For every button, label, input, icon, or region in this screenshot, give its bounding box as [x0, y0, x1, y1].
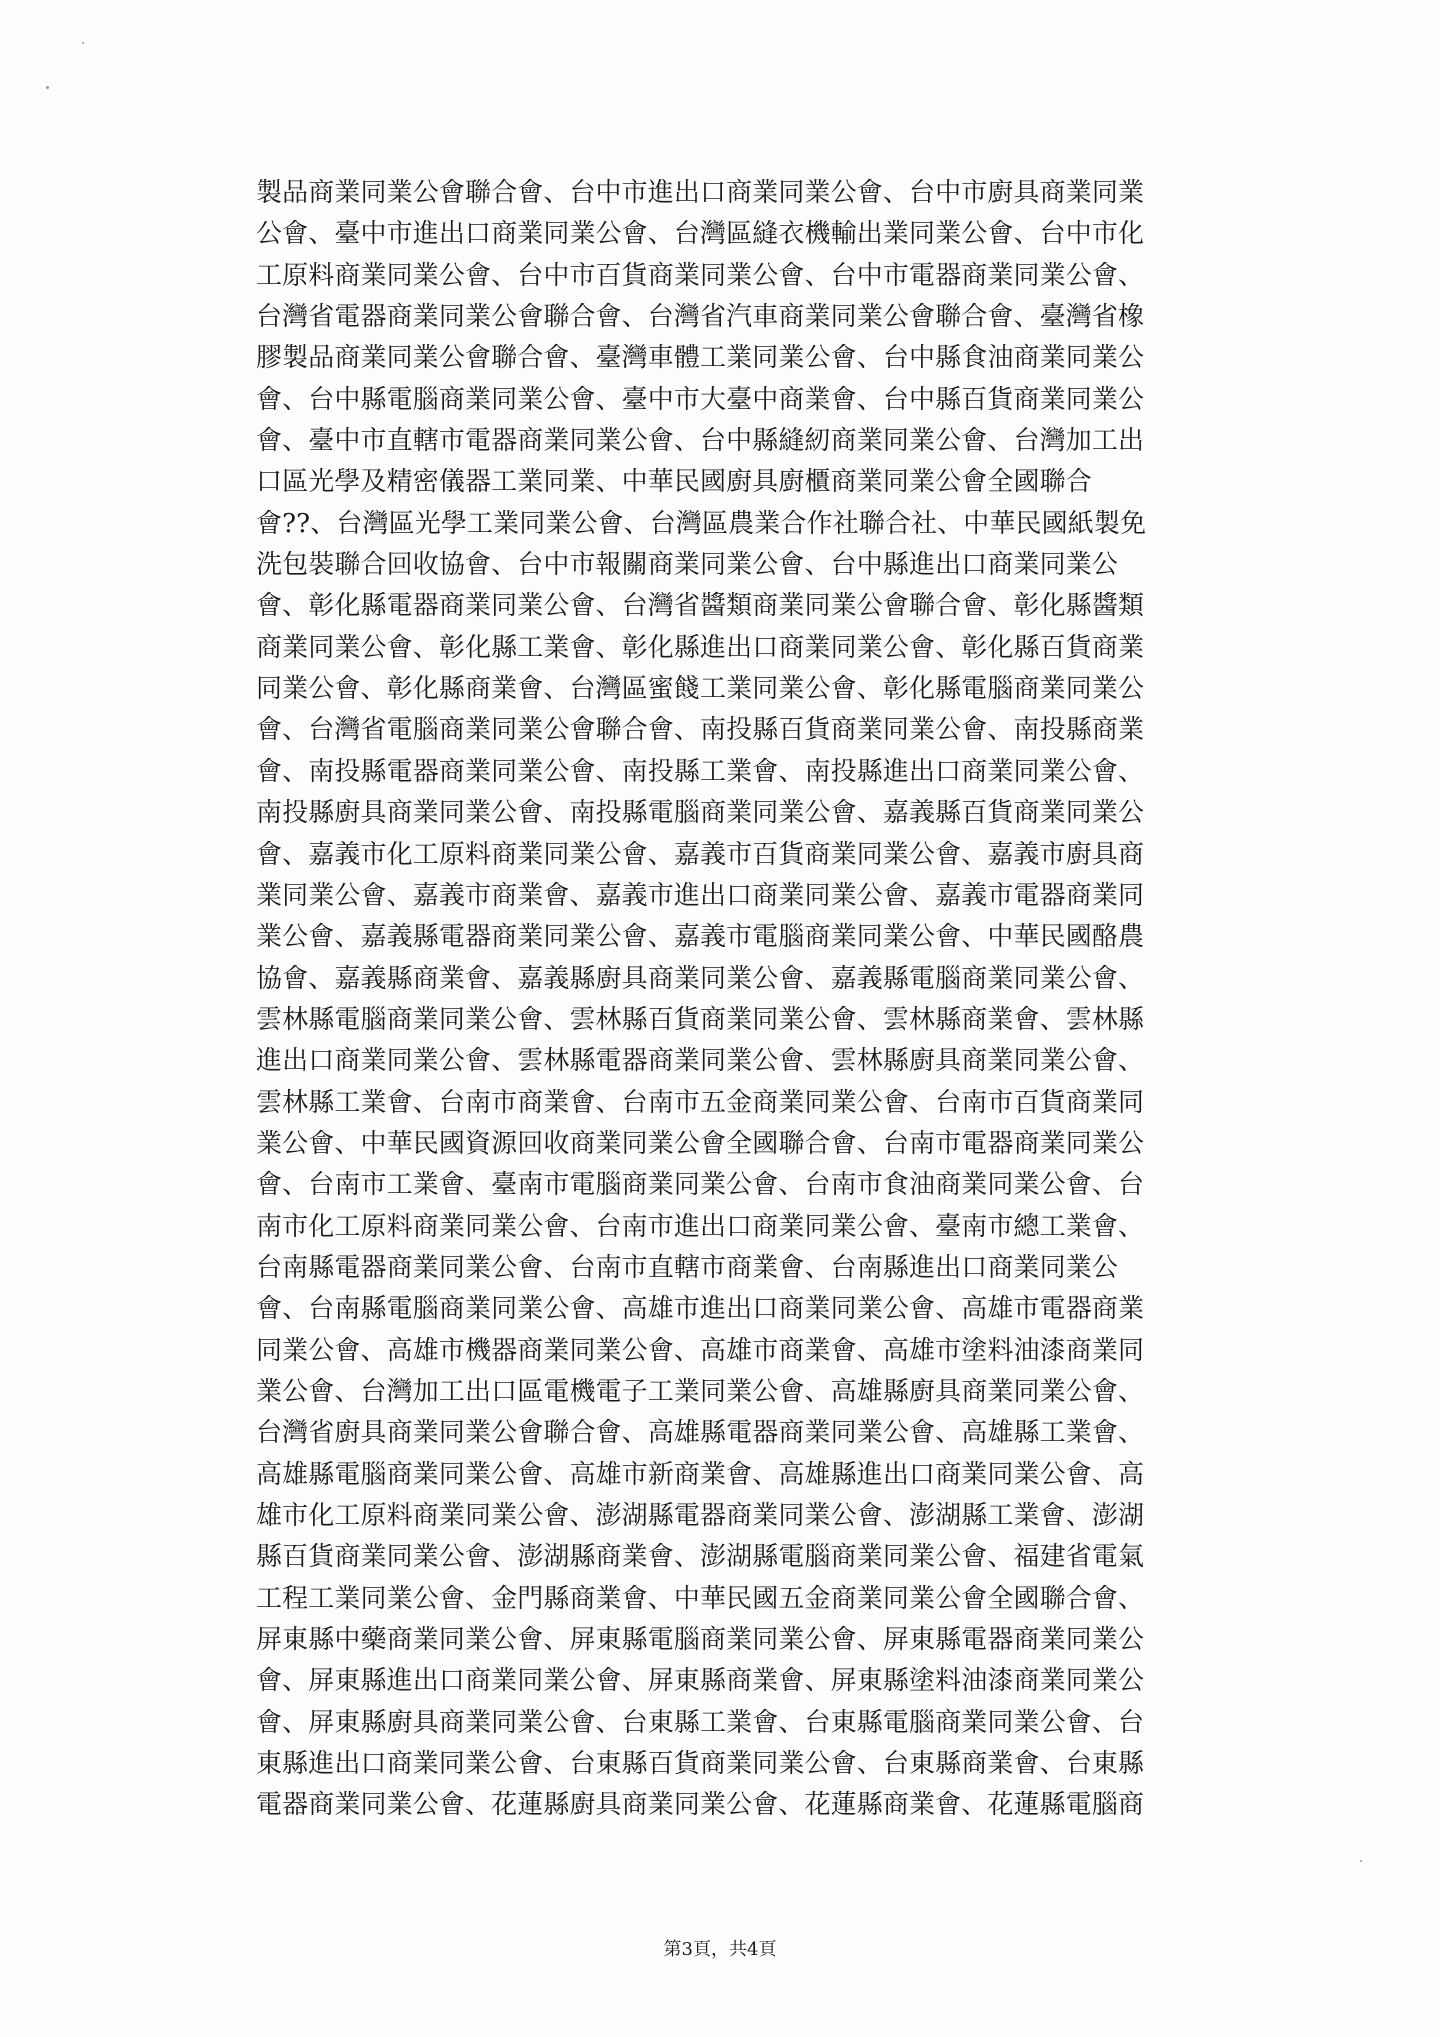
text-line: 會、台南縣電腦商業同業公會、高雄市進出口商業同業公會、高雄市電器商業 [256, 1294, 1145, 1325]
text-line: 會??、台灣區光學工業同業公會、台灣區農業合作社聯合社、中華民國紙製免 [256, 508, 1147, 539]
scan-speck [82, 42, 84, 44]
text-line: 會、台南市工業會、臺南市電腦商業同業公會、台南市食油商業同業公會、台 [256, 1170, 1145, 1201]
text-line: 會、屏東縣廚具商業同業公會、台東縣工業會、台東縣電腦商業同業公會、台 [256, 1707, 1145, 1738]
scan-speck [46, 86, 49, 89]
text-line: 台南縣電器商業同業公會、台南市直轄市商業會、台南縣進出口商業同業公 [256, 1252, 1118, 1283]
text-line: 雄市化工原料商業同業公會、澎湖縣電器商業同業公會、澎湖縣工業會、澎湖 [256, 1501, 1145, 1531]
text-line: 會、台中縣電腦商業同業公會、臺中市大臺中商業會、台中縣百貨商業同業公 [256, 384, 1145, 415]
text-line: 同業公會、高雄市機器商業同業公會、高雄市商業會、高雄市塗料油漆商業同 [256, 1335, 1145, 1366]
text-line: 口區光學及精密儀器工業同業、中華民國廚具廚櫃商業同業公會全國聯合 [256, 467, 1092, 498]
text-line: 協會、嘉義縣商業會、嘉義縣廚具商業同業公會、嘉義縣電腦商業同業公會、 [256, 963, 1145, 994]
text-line: 雲林縣電腦商業同業公會、雲林縣百貨商業同業公會、雲林縣商業會、雲林縣 [256, 1004, 1145, 1035]
text-line: 膠製品商業同業公會聯合會、臺灣車體工業同業公會、台中縣食油商業同業公 [256, 343, 1145, 374]
text-line: 同業公會、彰化縣商業會、台灣區蜜餞工業同業公會、彰化縣電腦商業同業公 [256, 674, 1145, 705]
text-line: 縣百貨商業同業公會、澎湖縣商業會、澎湖縣電腦商業同業公會、福建省電氣 [256, 1542, 1145, 1573]
text-line: 製品商業同業公會聯合會、台中市進出口商業同業公會、台中市廚具商業同業 [256, 178, 1145, 208]
text-line: 業同業公會、嘉義市商業會、嘉義市進出口商業同業公會、嘉義市電器商業同 [256, 880, 1145, 911]
text-line: 會、臺中市直轄市電器商業同業公會、台中縣縫紉商業同業公會、台灣加工出 [256, 426, 1145, 457]
text-line: 南投縣廚具商業同業公會、南投縣電腦商業同業公會、嘉義縣百貨商業同業公 [256, 798, 1145, 829]
text-line: 進出口商業同業公會、雲林縣電器商業同業公會、雲林縣廚具商業同業公會、 [256, 1046, 1145, 1077]
text-line: 會、嘉義市化工原料商業同業公會、嘉義市百貨商業同業公會、嘉義市廚具商 [256, 839, 1145, 870]
body-text [256, 173, 1254, 1827]
text-line: 會、屏東縣進出口商業同業公會、屏東縣商業會、屏東縣塗料油漆商業同業公 [256, 1666, 1145, 1697]
text-line: 會、台灣省電腦商業同業公會聯合會、南投縣百貨商業同業公會、南投縣商業 [256, 715, 1145, 746]
text-line: 南市化工原料商業同業公會、台南市進出口商業同業公會、臺南市總工業會、 [256, 1211, 1145, 1242]
text-line: 業公會、台灣加工出口區電機電子工業同業公會、高雄縣廚具商業同業公會、 [256, 1376, 1145, 1407]
text-line: 高雄縣電腦商業同業公會、高雄市新商業會、高雄縣進出口商業同業公會、高 [256, 1459, 1145, 1490]
text-line: 屏東縣中藥商業同業公會、屏東縣電腦商業同業公會、屏東縣電器商業同業公 [256, 1625, 1145, 1656]
text-line: 業公會、嘉義縣電器商業同業公會、嘉義市電腦商業同業公會、中華民國酪農 [256, 922, 1145, 953]
text-line: 台灣省廚具商業同業公會聯合會、高雄縣電器商業同業公會、高雄縣工業會、 [256, 1418, 1145, 1449]
text-line: 公會、臺中市進出口商業同業公會、台灣區縫衣機輸出業同業公會、台中市化 [256, 219, 1145, 250]
text-line: 台灣省電器商業同業公會聯合會、台灣省汽車商業同業公會聯合會、臺灣省橡 [256, 302, 1145, 333]
page-number-footer: 第3頁，共4頁 [663, 1939, 777, 1960]
text-line: 電器商業同業公會、花蓮縣廚具商業同業公會、花蓮縣商業會、花蓮縣電腦商 [256, 1790, 1145, 1821]
text-line: 會、彰化縣電器商業同業公會、台灣省醬類商業同業公會聯合會、彰化縣醬類 [256, 591, 1145, 622]
text-line: 洗包裝聯合回收協會、台中市報關商業同業公會、台中縣進出口商業同業公 [256, 550, 1118, 581]
scan-speck [1360, 1860, 1362, 1862]
text-line: 商業同業公會、彰化縣工業會、彰化縣進出口商業同業公會、彰化縣百貨商業 [256, 632, 1145, 663]
text-line: 雲林縣工業會、台南市商業會、台南市五金商業同業公會、台南市百貨商業同 [256, 1087, 1145, 1118]
text-line: 會、南投縣電器商業同業公會、南投縣工業會、南投縣進出口商業同業公會、 [256, 756, 1145, 787]
text-line: 工程工業同業公會、金門縣商業會、中華民國五金商業同業公會全國聯合會、 [256, 1583, 1145, 1614]
text-line: 業公會、中華民國資源回收商業同業公會全國聯合會、台南市電器商業同業公 [256, 1128, 1145, 1159]
text-line: 東縣進出口商業同業公會、台東縣百貨商業同業公會、台東縣商業會、台東縣 [256, 1749, 1145, 1780]
text-line: 工原料商業同業公會、台中市百貨商業同業公會、台中市電器商業同業公會、 [256, 260, 1145, 291]
